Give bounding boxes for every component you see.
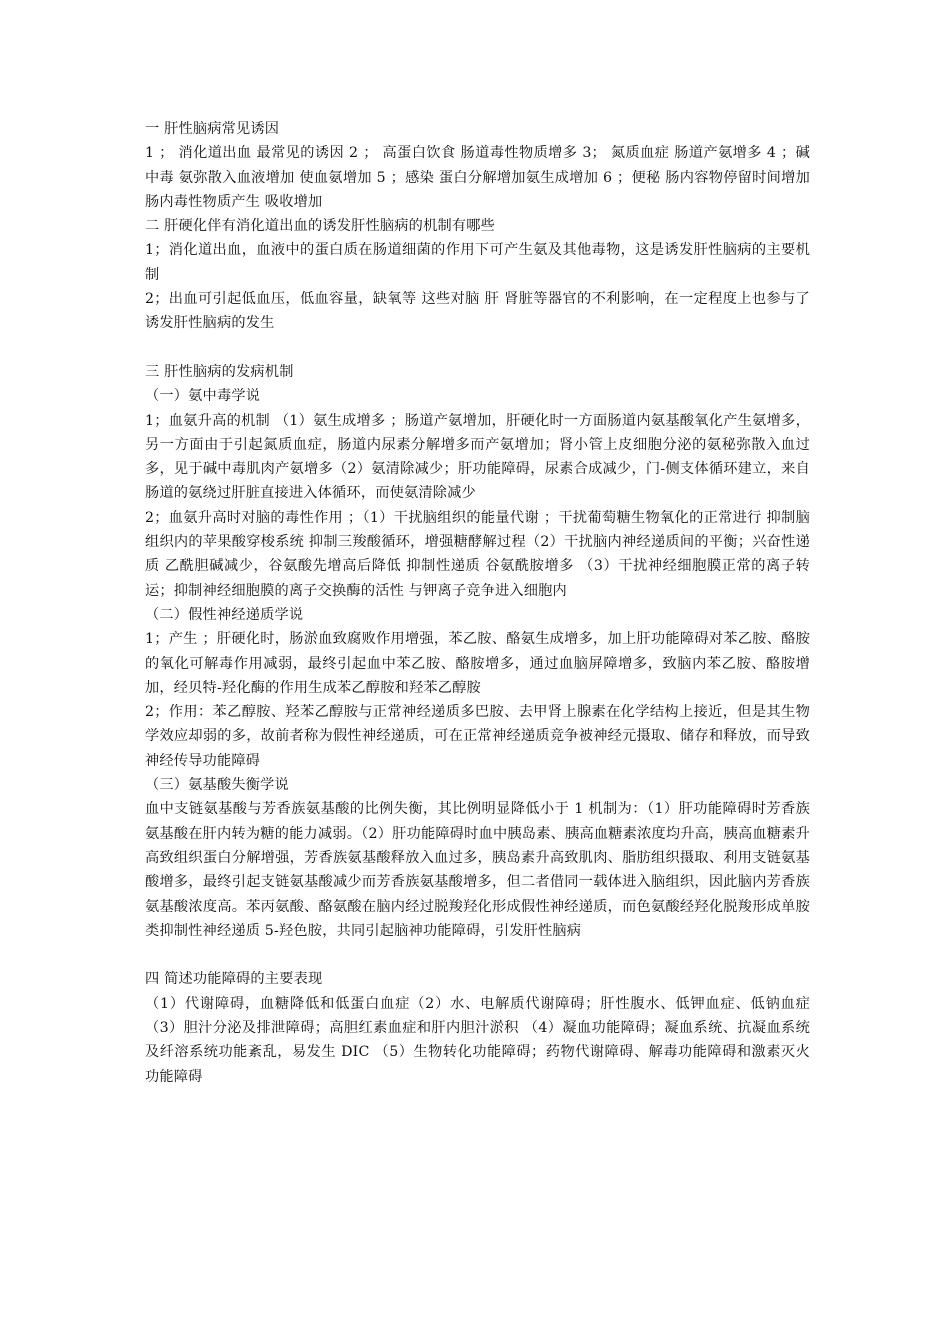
section-3-sub1-paragraph-2: 2；血氨升高时对脑的毒性作用 ；（1）干扰脑组织的能量代谢 ；干扰葡萄糖生物氧化的正常进行 抑制脑组织内的苹果酸穿梭系统 抑制三羧酸循环，增强糖酵解过程（2）干扰脑内神经递质间的平衡；兴奋性递质 乙酰胆碱减少，谷氨酸先增高后降低 抑制性递质 谷氨酰胺增多 （3）干扰神经细胞膜正常的离子转运；抑制神经细胞膜的离子交换酶的活性 与钾离子竞争进入细胞内 [145,509,810,599]
section-3-subtitle-1: （一）氨中毒学说 [145,388,261,405]
section-3-sub3-paragraph-1: 血中支链氨基酸与芳香族氨基酸的比例失衡，其比例明显降低小于 1 机制为：（1）肝功能障碍时芳香族氨基酸在肝内转为糖的能力减弱。（2）肝功能障碍时血中胰岛素、胰高血糖素浓度均升高，胰高血糖素升高致组织蛋白分解增强，芳香族氨基酸释放入血过多，胰岛素升高致肌肉、脂肪组织摄取、利用支链氨基酸增多，最终引起支链氨基酸减少而芳香族氨基酸增多，但二者借同一载体进入脑组织，因此脑内芳香族氨基酸浓度高。苯丙氨酸、酪氨酸在脑内经过脱羧羟化形成假性神经递质，而色氨酸经羟化脱羧形成单胺类抑制性神经递质 5-羟色胺，共同引起脑神功能障碍，引发肝性脑病 [145,801,810,939]
section-1-paragraph: 1 ； 消化道出血 最常见的诱因 2 ； 高蛋白饮食 肠道毒性物质增多 3； 氮质血症 肠道产氨增多 4 ；碱中毒 氨弥散入血液增加 使血氨增加 5 ；感染 蛋白分解增加氨生成增加 6 ；便秘 肠内容物停留时间增加 肠内毒性物质产生 吸收增加 [145,145,810,210]
section-2-paragraph-2: 2；出血可引起低血压，低血容量，缺氧等 这些对脑 肝 肾脏等器官的不利影响，在一定程度上也参与了诱发肝性脑病的发生 [145,291,810,332]
section-4-paragraph: （1）代谢障碍，血糖降低和低蛋白血症（2）水、电解质代谢障碍；肝性腹水、低钾血症、低钠血症 （3）胆汁分泌及排泄障碍；高胆红素血症和肝内胆汁淤积 （4）凝血功能障碍；凝血系统、抗凝血系统及纤溶系统功能紊乱，易发生 DIC （5）生物转化功能障碍；药物代谢障碍、解毒功能障碍和激素灭火功能障碍 [145,995,810,1085]
section-3-sub2-paragraph-2: 2；作用：苯乙醇胺、羟苯乙醇胺与正常神经递质多巴胺、去甲肾上腺素在化学结构上接近，但是其生物学效应却弱的多，故前者称为假性神经递质，可在正常神经递质竞争被神经元摄取、储存和释放，而导致神经传导功能障碍 [145,704,810,769]
document-body [145,117,810,1089]
section-3-subtitle-2: （二）假性神经递质学说 [145,606,304,623]
section-3-sub2-paragraph-1: 1；产生 ；肝硬化时，肠淤血致腐败作用增强，苯乙胺、酪氨生成增多，加上肝功能障碍对苯乙胺、酪胺的氧化可解毒作用减弱，最终引起血中苯乙胺、酪胺增多，通过血脑屏障增多，致脑内苯乙胺、酪胺增加，经贝特-羟化酶的作用生成苯乙醇胺和羟苯乙醇胺 [145,631,810,696]
section-2-title: 二 肝硬化伴有消化道出血的诱发肝性脑病的机制有哪些 [145,218,496,235]
spacer [145,336,810,360]
section-3-subtitle-3: （三）氨基酸失衡学说 [145,777,289,794]
spacer [145,943,810,967]
section-2-paragraph-1: 1；消化道出血，血液中的蛋白质在肠道细菌的作用下可产生氨及其他毒物，这是诱发肝性脑病的主要机制 [145,242,810,283]
section-1-title: 一 肝性脑病常见诱因 [145,121,280,137]
section-3-title: 三 肝性脑病的发病机制 [145,363,294,380]
section-4-title: 四 简述功能障碍的主要表现 [145,971,323,988]
section-3-sub1-paragraph-1: 1；血氨升高的机制 （1）氨生成增多 ；肠道产氨增加，肝硬化时一方面肠道内氨基酸氧化产生氨增多，另一方面由于引起氮质血症，肠道内尿素分解增多而产氨增加；肾小管上皮细胞分泌的氨秘弥散入血过多，见于碱中毒肌肉产氨增多（2）氨清除减少；肝功能障碍，尿素合成减少，门-侧支体循环建立，来自肠道的氨绕过肝脏直接进入体循环，而使氨清除减少 [145,412,810,502]
